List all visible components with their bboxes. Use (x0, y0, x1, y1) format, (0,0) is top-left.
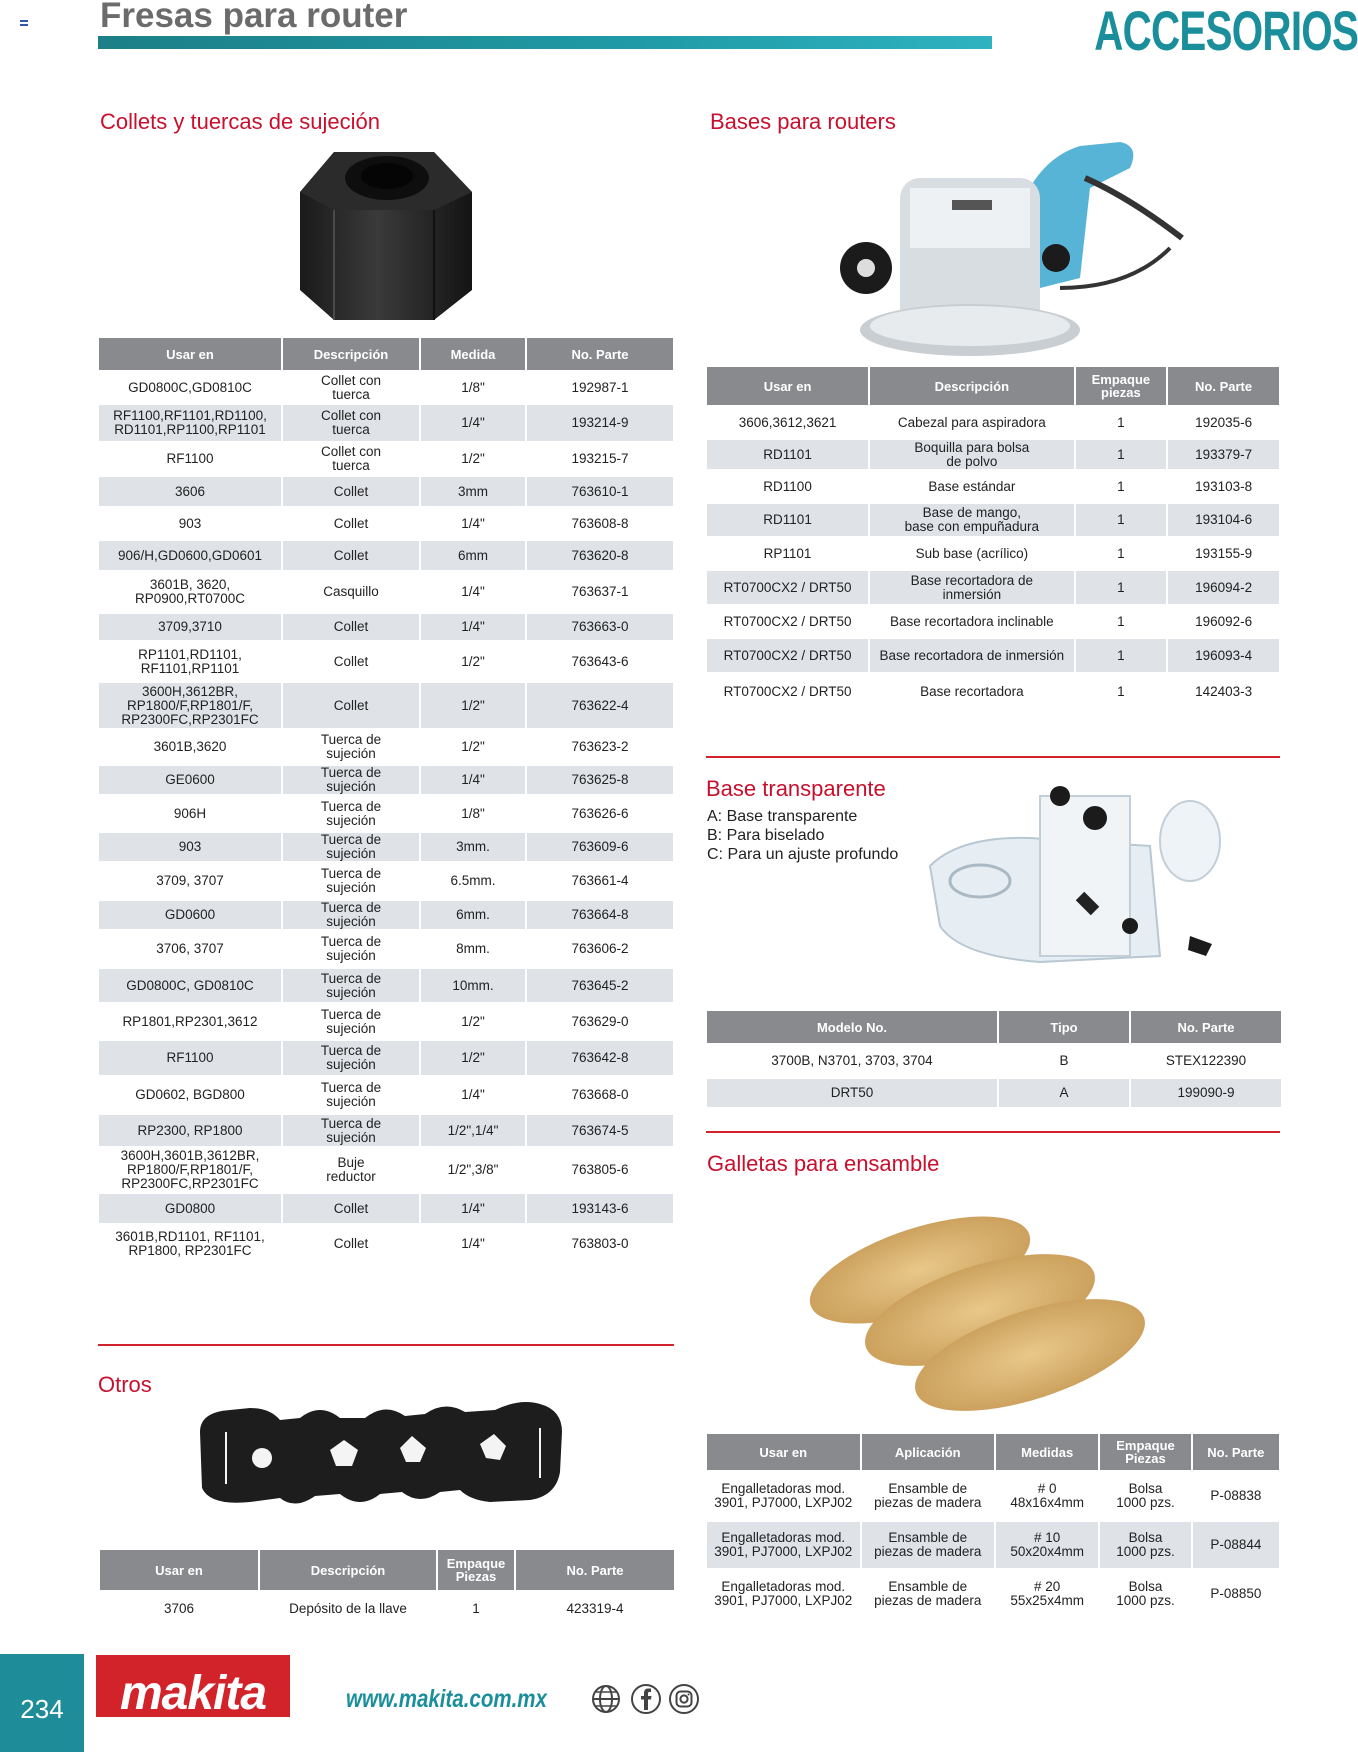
table-cell: 763622-4 (527, 683, 673, 728)
table-row (99, 509, 673, 538)
galletas-title: Galletas para ensamble (707, 1151, 940, 1176)
col-header: Descripción (283, 338, 419, 370)
table-cell: Engalletadoras mod. 3901, PJ7000, LXPJ02 (707, 1473, 860, 1519)
col-header: Descripción (870, 367, 1073, 405)
table-cell: 1/2",3/8" (421, 1149, 525, 1191)
table-cell: Tuerca de sujeción (283, 901, 419, 929)
table-cell: RT0700CX2 / DRT50 (707, 639, 868, 672)
table-cell: STEX122390 (1131, 1046, 1281, 1076)
table-cell: 196094-2 (1168, 571, 1279, 604)
table-row (707, 472, 1279, 501)
table-row (707, 571, 1279, 604)
table-row (707, 408, 1279, 437)
col-header: No. Parte (516, 1550, 674, 1590)
table-cell: 763643-6 (527, 643, 673, 680)
table-cell: 763620-8 (527, 541, 673, 570)
col-header: Usar en (707, 1434, 860, 1470)
table-cell: Bolsa 1000 pzs. (1100, 1571, 1190, 1617)
table-cell: Tuerca de sujeción (283, 797, 419, 830)
table-cell: Tuerca de sujeción (283, 969, 419, 1002)
table-cell: 8mm. (421, 932, 525, 966)
table-cell: Depósito de la llave (260, 1593, 436, 1625)
table-cell: 3601B,3620 (99, 731, 281, 763)
table-cell: 763610-1 (527, 477, 673, 506)
table-cell: Ensamble de piezas de madera (862, 1522, 994, 1568)
table-cell: 763645-2 (527, 969, 673, 1002)
instagram-icon[interactable] (668, 1683, 700, 1715)
title-bar (98, 36, 992, 49)
table-row (99, 932, 673, 966)
col-header: No. Parte (1193, 1434, 1279, 1470)
table-row (99, 1005, 673, 1038)
table-cell: 1 (1076, 504, 1167, 536)
table-cell: 1/2",1/4" (421, 1115, 525, 1146)
table-cell: 3700B, N3701, 3703, 3704 (707, 1046, 997, 1076)
table-cell: 763629-0 (527, 1005, 673, 1038)
table-cell: 1/8" (421, 373, 525, 402)
table-cell: 192035-6 (1168, 408, 1279, 437)
table-cell: 763805-6 (527, 1149, 673, 1191)
col-header: No. Parte (1168, 367, 1279, 405)
table-cell: Collet (283, 477, 419, 506)
table-cell: 3706, 3707 (99, 932, 281, 966)
table-row (99, 833, 673, 861)
table-cell: RF1100 (99, 444, 281, 474)
table-row (99, 797, 673, 830)
table-cell: Base de mango, base con empuñadura (870, 504, 1073, 536)
table-cell: 763637-1 (527, 573, 673, 611)
table-cell: RF1100 (99, 1041, 281, 1075)
table-row (99, 766, 673, 794)
table-row (99, 1041, 673, 1075)
col-header: Usar en (707, 367, 868, 405)
table-cell: Ensamble de piezas de madera (862, 1571, 994, 1617)
table-cell: 1 (1076, 539, 1167, 568)
col-header: Usar en (99, 338, 281, 370)
otros-table (98, 1547, 676, 1628)
table-cell: 193103-8 (1168, 472, 1279, 501)
otros-title: Otros (98, 1372, 152, 1397)
table-cell: 763606-2 (527, 932, 673, 966)
table-cell: 3600H,3612BR, RP1800/F,RP1801/F, RP2300FC,RP2301FC (99, 683, 281, 728)
table-cell: 1/2" (421, 683, 525, 728)
wrench-image (190, 1392, 570, 1522)
col-header: Medida (421, 338, 525, 370)
section-title-accesorios: ACCESORIOS (1094, 0, 1358, 62)
table-row (99, 864, 673, 898)
table-cell: Collet (283, 614, 419, 640)
divider (98, 1344, 674, 1346)
table-cell: Base recortadora de inmersión (870, 571, 1073, 604)
table-cell: 1/2" (421, 444, 525, 474)
galletas-table (705, 1431, 1281, 1620)
table-cell: Ensamble de piezas de madera (862, 1473, 994, 1519)
table-row (99, 683, 673, 728)
table-cell: RD1101 (707, 504, 868, 536)
table-cell: Tuerca de sujeción (283, 766, 419, 794)
table-cell: Collet con tuerca (283, 405, 419, 441)
table-cell: 763625-8 (527, 766, 673, 794)
col-header: No. Parte (527, 338, 673, 370)
table-cell: 3mm (421, 477, 525, 506)
table-cell: 1 (438, 1593, 514, 1625)
table-cell: Tuerca de sujeción (283, 833, 419, 861)
table-row (99, 405, 673, 441)
table-row (100, 1593, 674, 1625)
page-title: Fresas para router (100, 0, 408, 35)
table-cell: 3709,3710 (99, 614, 281, 640)
table-cell: 763663-0 (527, 614, 673, 640)
table-cell: B (999, 1046, 1129, 1076)
table-cell: 763661-4 (527, 864, 673, 898)
table-cell: Collet (283, 541, 419, 570)
table-cell: 3mm. (421, 833, 525, 861)
table-cell: 1 (1076, 571, 1167, 604)
table-row (99, 643, 673, 680)
divider (706, 1131, 1280, 1133)
table-cell: Sub base (acrílico) (870, 539, 1073, 568)
table-cell: Collet (283, 683, 419, 728)
table-cell: GD0800 (99, 1194, 281, 1223)
table-cell: RT0700CX2 / DRT50 (707, 675, 868, 708)
table-cell: 763608-8 (527, 509, 673, 538)
table-row (99, 1149, 673, 1191)
table-cell: GD0800C, GD0810C (99, 969, 281, 1002)
table-cell: Collet (283, 1226, 419, 1262)
table-cell: A (999, 1079, 1129, 1107)
table-row (99, 444, 673, 474)
list-item: C: Para un ajuste profundo (707, 846, 899, 863)
table-cell: Tuerca de sujeción (283, 1078, 419, 1112)
col-header: Empaque piezas (1076, 367, 1167, 405)
table-cell: GD0800C,GD0810C (99, 373, 281, 402)
table-cell: Base recortadora (870, 675, 1073, 708)
table-cell: 763664-8 (527, 901, 673, 929)
col-header: Tipo (999, 1011, 1129, 1043)
table-cell: Engalletadoras mod. 3901, PJ7000, LXPJ02 (707, 1522, 860, 1568)
table-cell: Buje reductor (283, 1149, 419, 1191)
table-cell: 763642-8 (527, 1041, 673, 1075)
router-image (830, 138, 1190, 360)
table-cell: 1/4" (421, 573, 525, 611)
table-row (99, 731, 673, 763)
table-cell: 1/4" (421, 1078, 525, 1112)
table-row (707, 1046, 1281, 1076)
table-cell: GE0600 (99, 766, 281, 794)
table-cell: P-08844 (1193, 1522, 1279, 1568)
table-cell: Bolsa 1000 pzs. (1100, 1473, 1190, 1519)
table-row (99, 614, 673, 640)
table-cell: # 20 55x25x4mm (996, 1571, 1098, 1617)
table-cell: Casquillo (283, 573, 419, 611)
bases-title: Bases para routers (710, 109, 896, 134)
table-cell: Engalletadoras mod. 3901, PJ7000, LXPJ02 (707, 1571, 860, 1617)
brand-logo-text: makita (119, 1667, 267, 1720)
table-cell: 1/4" (421, 1194, 525, 1223)
table-cell: Tuerca de sujeción (283, 731, 419, 763)
table-cell: 192987-1 (527, 373, 673, 402)
table-cell: RP2300, RP1800 (99, 1115, 281, 1146)
table-cell: 1/4" (421, 509, 525, 538)
col-header: Medidas (996, 1434, 1098, 1470)
transparente-list (707, 807, 898, 864)
table-cell: 193155-9 (1168, 539, 1279, 568)
table-cell: 193104-6 (1168, 504, 1279, 536)
table-cell: 3601B, 3620, RP0900,RT0700C (99, 573, 281, 611)
table-row (99, 477, 673, 506)
table-cell: Tuerca de sujeción (283, 1005, 419, 1038)
table-cell: GD0600 (99, 901, 281, 929)
table-cell: 6.5mm. (421, 864, 525, 898)
table-cell: Base estándar (870, 472, 1073, 501)
table-cell: P-08838 (1193, 1473, 1279, 1519)
table-cell: RF1100,RF1101,RD1100, RD1101,RP1100,RP1101 (99, 405, 281, 441)
table-cell: 3606 (99, 477, 281, 506)
list-item: B: Para biselado (707, 827, 825, 844)
table-cell: Boquilla para bolsa de polvo (870, 440, 1073, 469)
table-cell: 1/2" (421, 1005, 525, 1038)
table-cell: Collet (283, 509, 419, 538)
table-cell: 906H (99, 797, 281, 830)
table-cell: 193143-6 (527, 1194, 673, 1223)
table-row (99, 1115, 673, 1146)
table-cell: Tuerca de sujeción (283, 932, 419, 966)
table-row (707, 539, 1279, 568)
col-header: Empaque Piezas (438, 1550, 514, 1590)
table-cell: 142403-3 (1168, 675, 1279, 708)
col-header: Aplicación (862, 1434, 994, 1470)
website-link[interactable]: www.makita.com.mx (346, 1685, 547, 1713)
table-cell: 193215-7 (527, 444, 673, 474)
table-cell: Tuerca de sujeción (283, 1041, 419, 1075)
table-row (707, 1522, 1279, 1568)
table-cell: Collet con tuerca (283, 373, 419, 402)
table-cell: 199090-9 (1131, 1079, 1281, 1107)
page-number: 234 (0, 1654, 84, 1752)
table-cell: 193214-9 (527, 405, 673, 441)
table-cell: DRT50 (707, 1079, 997, 1107)
collets-table (97, 335, 675, 1265)
table-row (99, 969, 673, 1002)
table-row (99, 1194, 673, 1223)
bases-table (705, 364, 1281, 711)
table-cell: RD1101 (707, 440, 868, 469)
table-cell: P-08850 (1193, 1571, 1279, 1617)
table-cell: Base recortadora de inmersión (870, 639, 1073, 672)
table-cell: 6mm. (421, 901, 525, 929)
col-header: Modelo No. (707, 1011, 997, 1043)
table-row (99, 573, 673, 611)
table-cell: 763668-0 (527, 1078, 673, 1112)
table-cell: 763626-6 (527, 797, 673, 830)
collet-nut-image (294, 140, 480, 326)
table-cell: RD1100 (707, 472, 868, 501)
table-cell: Tuerca de sujeción (283, 1115, 419, 1146)
table-cell: 1/2" (421, 1041, 525, 1075)
table-row (99, 1078, 673, 1112)
transparente-table (705, 1008, 1283, 1110)
table-cell: 6mm (421, 541, 525, 570)
col-header: Empaque Piezas (1100, 1434, 1190, 1470)
table-cell: RP1801,RP2301,3612 (99, 1005, 281, 1038)
table-cell: Bolsa 1000 pzs. (1100, 1522, 1190, 1568)
table-row (99, 373, 673, 402)
table-row (707, 607, 1279, 636)
list-item: A: Base transparente (707, 808, 858, 825)
table-cell: 196093-4 (1168, 639, 1279, 672)
table-row (99, 901, 673, 929)
table-cell: 1/4" (421, 614, 525, 640)
table-cell: 763609-6 (527, 833, 673, 861)
table-cell: 763623-2 (527, 731, 673, 763)
table-cell: 1/2" (421, 643, 525, 680)
web-icon[interactable] (590, 1683, 622, 1715)
table-cell: RT0700CX2 / DRT50 (707, 571, 868, 604)
transparente-title: Base transparente (706, 776, 886, 801)
col-header: No. Parte (1131, 1011, 1281, 1043)
table-cell: RP1101 (707, 539, 868, 568)
biscuits-image (800, 1190, 1160, 1416)
table-cell: 423319-4 (516, 1593, 674, 1625)
table-cell: 3709, 3707 (99, 864, 281, 898)
table-cell: 1/4" (421, 1226, 525, 1262)
table-cell: 1/2" (421, 731, 525, 763)
col-header: Usar en (100, 1550, 258, 1590)
table-cell: 1 (1076, 408, 1167, 437)
table-cell: 1 (1076, 639, 1167, 672)
table-cell: 903 (99, 509, 281, 538)
table-row (707, 504, 1279, 536)
table-row (707, 639, 1279, 672)
table-cell: # 10 50x20x4mm (996, 1522, 1098, 1568)
table-cell: RT0700CX2 / DRT50 (707, 607, 868, 636)
table-cell: 763674-5 (527, 1115, 673, 1146)
table-cell: Collet (283, 1194, 419, 1223)
table-cell: 3706 (100, 1593, 258, 1625)
table-cell: # 0 48x16x4mm (996, 1473, 1098, 1519)
table-cell: Cabezal para aspiradora (870, 408, 1073, 437)
table-cell: 1 (1076, 607, 1167, 636)
collets-title: Collets y tuercas de sujeción (100, 109, 381, 134)
menu-mark-icon (20, 20, 28, 28)
facebook-icon[interactable] (630, 1683, 662, 1715)
table-row (99, 541, 673, 570)
table-cell: 3601B,RD1101, RF1101, RP1800, RP2301FC (99, 1226, 281, 1262)
table-row (707, 1473, 1279, 1519)
table-row (707, 1571, 1279, 1617)
table-cell: 3600H,3601B,3612BR, RP1800/F,RP1801/F, RP2300FC,RP2301FC (99, 1149, 281, 1191)
table-cell: 193379-7 (1168, 440, 1279, 469)
table-row (707, 675, 1279, 708)
table-row (707, 1079, 1281, 1107)
table-cell: 3606,3612,3621 (707, 408, 868, 437)
divider (706, 756, 1280, 758)
table-row (99, 1226, 673, 1262)
table-cell: 1/8" (421, 797, 525, 830)
table-cell: Tuerca de sujeción (283, 864, 419, 898)
table-cell: GD0602, BGD800 (99, 1078, 281, 1112)
table-cell: Collet con tuerca (283, 444, 419, 474)
table-row (707, 440, 1279, 469)
table-cell: 906/H,GD0600,GD0601 (99, 541, 281, 570)
table-cell: 1 (1076, 472, 1167, 501)
table-cell: 1/4" (421, 405, 525, 441)
table-cell: 10mm. (421, 969, 525, 1002)
table-cell: 903 (99, 833, 281, 861)
transparent-base-image (920, 786, 1230, 1000)
table-cell: Base recortadora inclinable (870, 607, 1073, 636)
table-cell: 1/4" (421, 766, 525, 794)
table-cell: RP1101,RD1101, RF1101,RP1101 (99, 643, 281, 680)
table-cell: 196092-6 (1168, 607, 1279, 636)
table-cell: 1 (1076, 675, 1167, 708)
col-header: Descripción (260, 1550, 436, 1590)
table-cell: 1 (1076, 440, 1167, 469)
table-cell: 763803-0 (527, 1226, 673, 1262)
table-cell: Collet (283, 643, 419, 680)
